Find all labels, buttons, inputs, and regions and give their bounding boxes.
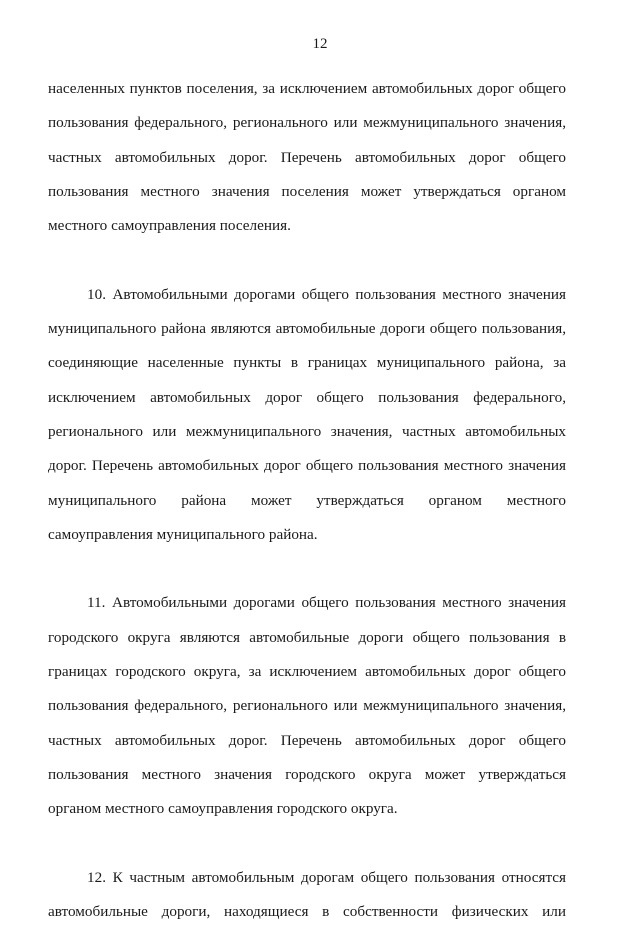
paragraph-gap xyxy=(48,243,566,277)
text-line: пользования местного значения городского округа может утверждаться xyxy=(48,765,566,783)
text-line: городского округа являются автомобильные дороги общего пользования в xyxy=(48,628,566,646)
text-line: соединяющие населенные пункты в границах муниципального района, за xyxy=(48,354,566,372)
text-line: дорог. Перечень автомобильных дорог общего пользования местного значения xyxy=(48,457,566,475)
text-line: исключением автомобильных дорог общего пользования федерального, xyxy=(48,388,566,406)
text-line: 10. Автомобильными дорогами общего пользования местного значения xyxy=(87,285,566,303)
text-line: муниципального района являются автомобильные дороги общего пользования, xyxy=(48,320,566,338)
text-line: пользования местного значения поселения может утверждаться органом xyxy=(48,182,566,200)
text-line: органом местного самоуправления городского округа. xyxy=(48,800,398,818)
text-line: муниципального района может утверждаться органом местного xyxy=(48,491,566,509)
text-line: частных автомобильных дорог. Перечень автомобильных дорог общего xyxy=(48,148,566,166)
paragraph-gap xyxy=(48,827,566,861)
page-number: 12 xyxy=(312,36,328,52)
document-body xyxy=(48,72,566,929)
paragraph xyxy=(48,861,566,929)
text-line: населенных пунктов поселения, за исключением автомобильных дорог общего xyxy=(48,80,566,97)
text-line: частных автомобильных дорог. Перечень автомобильных дорог общего xyxy=(48,731,566,749)
text-line: пользования федерального, регионального или межмуниципального значения, xyxy=(48,114,566,132)
paragraph xyxy=(48,278,566,552)
paragraph xyxy=(48,586,566,826)
text-line: 12. К частным автомобильным дорогам общего пользования относятся xyxy=(87,868,566,886)
text-line: местного самоуправления поселения. xyxy=(48,217,291,235)
text-line: 11. Автомобильными дорогами общего пользования местного значения xyxy=(87,594,566,612)
text-line: самоуправления муниципального района. xyxy=(48,525,318,543)
text-line: автомобильные дороги, находящиеся в собственности физических или xyxy=(48,903,566,921)
paragraph-gap xyxy=(48,552,566,586)
paragraph xyxy=(48,72,566,243)
text-line: границах городского округа, за исключением автомобильных дорог общего xyxy=(48,663,566,681)
text-line: пользования федерального, регионального или межмуниципального значения, xyxy=(48,697,566,715)
text-line: регионального или межмуниципального значения, частных автомобильных xyxy=(48,422,566,440)
